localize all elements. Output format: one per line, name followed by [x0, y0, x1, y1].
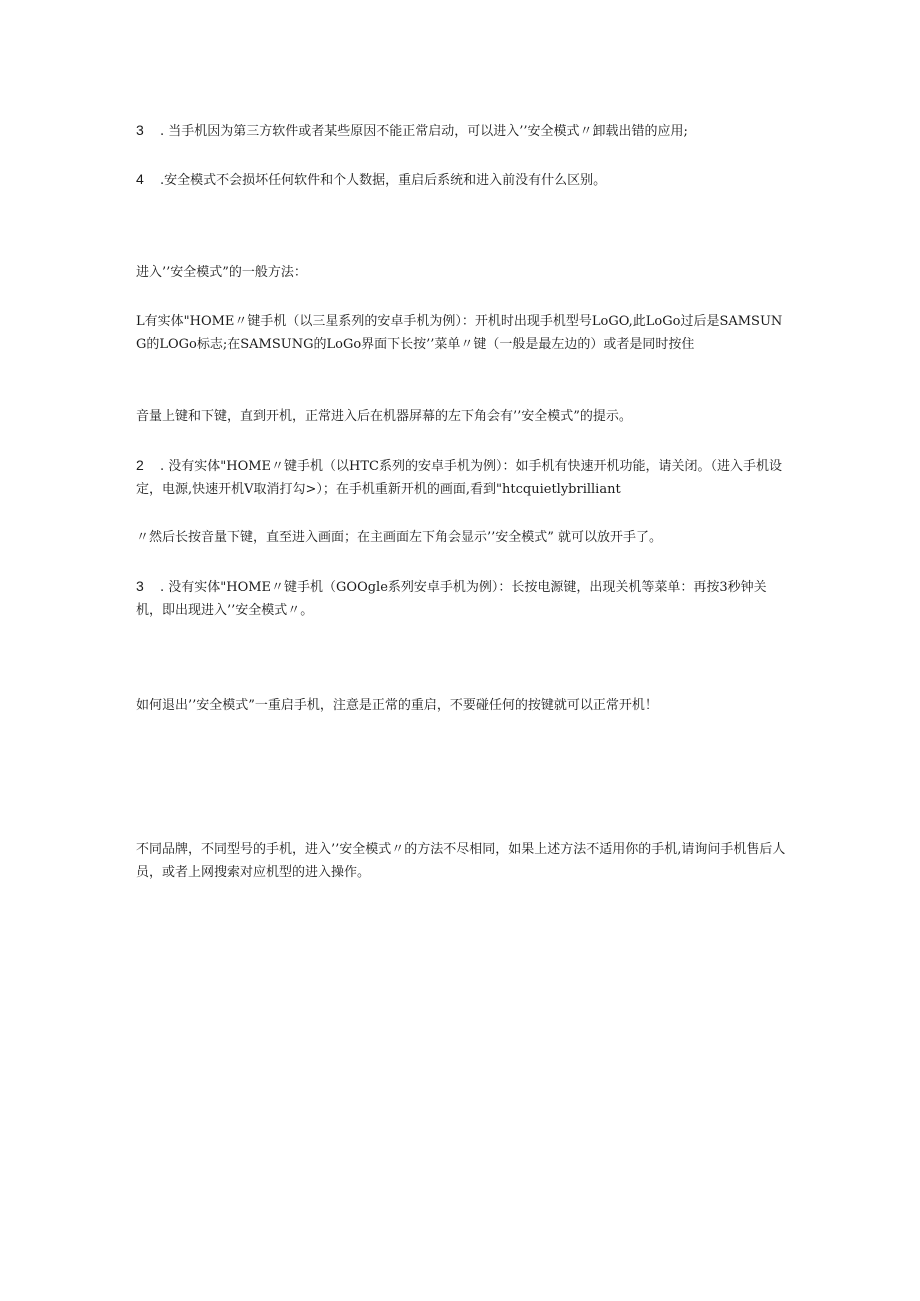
method-2 [136, 454, 788, 501]
method-2-continued: 〃然后长按音量下键，直至进入画面；在主画面左下角会显示’’安全模式” 就可以放开手了。 [136, 530, 663, 545]
methods-heading: 进入’’安全模式”的一般方法： [136, 265, 307, 280]
method-3-number: 3 [136, 578, 144, 594]
item-3-text: . 当手机因为第三方软件或者某些原因不能正常启动，可以进入’’安全模式〃卸载出错的应用; [160, 124, 688, 139]
method-1: L有实体"HOME〃键手机（以三星系列的安卓手机为例）：开机时出现手机型号LoGO,此LoGo过后是SAMSUNG的LOGo标志;在SAMSUNG的LoGo界面下长按’’菜单〃键（一般是最左边的）或者是同时按住 [136, 314, 783, 352]
method-2-number: 2 [136, 457, 144, 473]
item-4 [136, 168, 788, 192]
method-3 [136, 575, 788, 622]
brand-note: 不同品牌，不同型号的手机，进入’’安全模式〃的方法不尽相同，如果上述方法不适用你的手机,请询问手机售后人员，或者上网搜索对应机型的进入操作。 [136, 842, 786, 880]
exit-safe-mode: 如何退出’’安全模式”一重启手机，注意是正常的重启，不要碰任何的按键就可以正常开机！ [136, 698, 658, 713]
item-4-number: 4 [136, 171, 144, 187]
method-2-text: . 没有实体"HOME〃键手机（以HTC系列的安卓手机为例）：如手机有快速开机功能，请关闭。（进入手机设定，电源,快速开机V取消打勾>）；在手机重新开机的画面,看到"htcquietlybrilliant [136, 459, 782, 497]
item-3 [136, 119, 788, 143]
item-3-number: 3 [136, 122, 144, 138]
method-1-continued: 音量上键和下键，直到开机，正常进入后在机器屏幕的左下角会有’’安全模式”的提示。 [136, 409, 632, 424]
method-3-text: . 没有实体"HOME〃键手机（GOOgle系列安卓手机为例）：长按电源键，出现关机等菜单：再按3秒钟关机，即出现进入’’安全模式〃。 [136, 580, 767, 618]
item-4-text: .安全模式不会损坏任何软件和个人数据，重启后系统和进入前没有什么区别。 [160, 173, 607, 188]
